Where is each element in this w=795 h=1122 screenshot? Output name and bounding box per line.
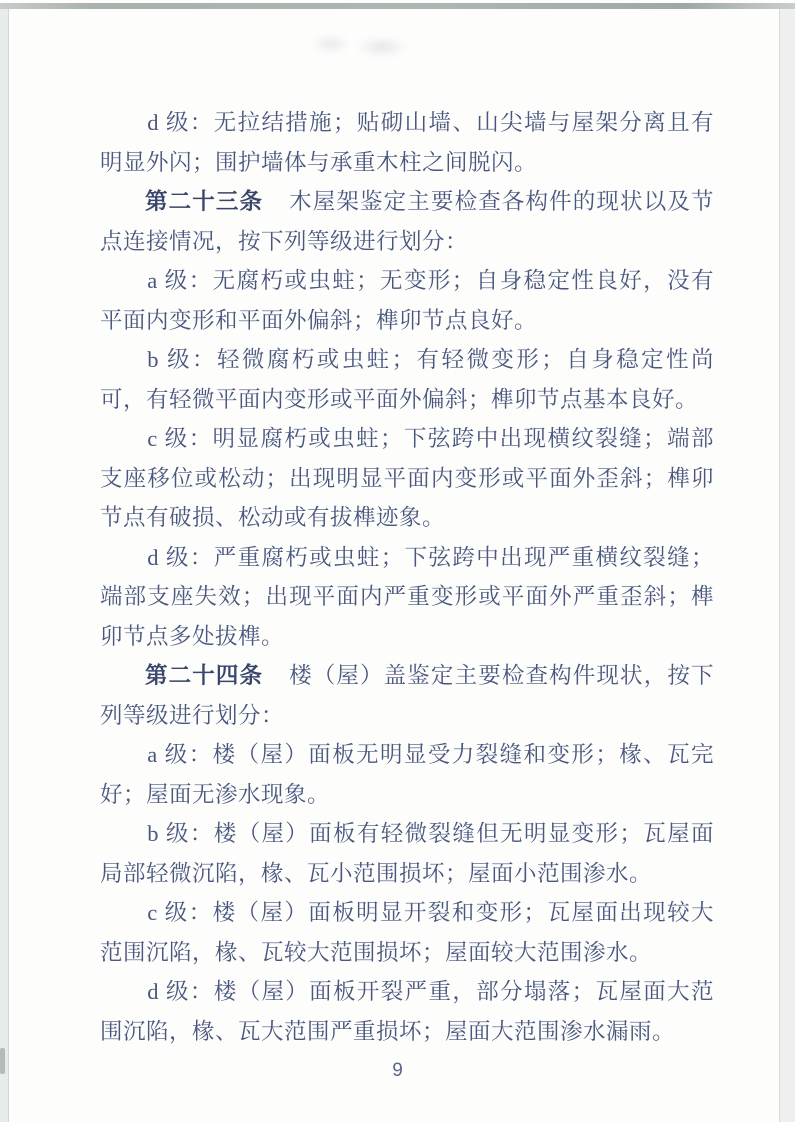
- paragraph-truss-grade-d: [100, 538, 714, 657]
- paragraph-slab-grade-b: [100, 814, 714, 893]
- paragraph-truss-grade-b: [100, 340, 714, 419]
- scan-smudge: [356, 36, 408, 58]
- scan-left-edge: [0, 9, 9, 1122]
- paragraph-text: d 级：楼（屋）面板开裂严重，部分塌落；瓦屋面大范围沉陷，椽、瓦大范围严重损坏；屋面大范围渗水漏雨。: [100, 979, 714, 1044]
- scan-smudge: [312, 34, 350, 54]
- paragraph-slab-grade-d: [100, 972, 714, 1051]
- paragraph-article-23: [100, 182, 714, 261]
- paragraph-text: a 级：楼（屋）面板无明显受力裂缝和变形；椽、瓦完好；屋面无渗水现象。: [100, 742, 714, 807]
- paragraph-article-24: [100, 656, 714, 735]
- paragraph-d-grade-walls: [100, 103, 714, 182]
- page-number: 9: [392, 1060, 403, 1081]
- paragraph-text: b 级：轻微腐朽或虫蛀；有轻微变形；自身稳定性尚可，有轻微平面内变形或平面外偏斜；榫卯节点基本良好。: [100, 347, 714, 412]
- paragraph-text: c 级：楼（屋）面板明显开裂和变形；瓦屋面出现较大范围沉陷，椽、瓦较大范围损坏；屋面较大范围渗水。: [100, 900, 714, 965]
- article-number: 第二十三条: [145, 189, 264, 214]
- paragraph-text: 楼（屋）盖鉴定主要检查构件现状，按下列等级进行划分：: [100, 663, 714, 728]
- paragraph-text: a 级：无腐朽或虫蛀；无变形；自身稳定性良好，没有平面内变形和平面外偏斜；榫卯节点良好。: [100, 268, 714, 333]
- paragraph-text: d 级：无拉结措施；贴砌山墙、山尖墙与屋架分离且有明显外闪；围护墙体与承重木柱之间脱闪。: [100, 110, 714, 175]
- scan-right-edge: [779, 9, 795, 1122]
- scan-top-edge: [0, 3, 795, 9]
- paragraph-text: 木屋架鉴定主要检查各构件的现状以及节点连接情况，按下列等级进行划分：: [100, 189, 714, 254]
- paragraph-truss-grade-c: [100, 419, 714, 538]
- paragraph-slab-grade-c: [100, 893, 714, 972]
- document-text-block: [100, 103, 714, 1051]
- paragraph-text: d 级：严重腐朽或虫蛀；下弦跨中出现严重横纹裂缝；端部支座失效；出现平面内严重变形或平面外严重歪斜；榫卯节点多处拔榫。: [100, 544, 714, 649]
- paragraph-slab-grade-a: [100, 735, 714, 814]
- article-number: 第二十四条: [145, 663, 264, 688]
- paragraph-text: c 级：明显腐朽或虫蛀；下弦跨中出现横纹裂缝；端部支座移位或松动；出现明显平面内变形或平面外歪斜；榫卯节点有破损、松动或有拔榫迹象。: [100, 426, 714, 530]
- paragraph-text: b 级：楼（屋）面板有轻微裂缝但无明显变形；瓦屋面局部轻微沉陷，椽、瓦小范围损坏；屋面小范围渗水。: [100, 821, 714, 886]
- paragraph-truss-grade-a: [100, 261, 714, 340]
